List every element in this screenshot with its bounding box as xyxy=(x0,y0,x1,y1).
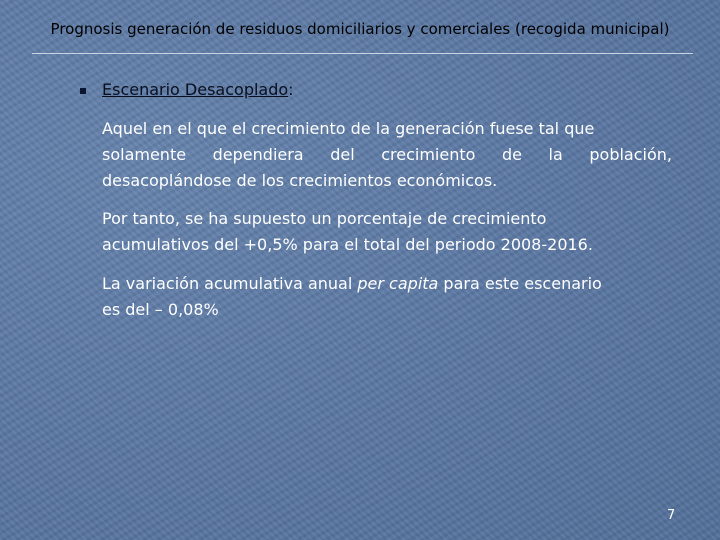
paragraph-assumption xyxy=(102,206,672,258)
text-run: para este escenario xyxy=(438,274,602,293)
paragraph-line xyxy=(102,271,672,297)
bullet-heading xyxy=(102,80,294,99)
heading-label: Escenario Desacoplado xyxy=(102,80,289,99)
title-divider xyxy=(32,53,693,54)
paragraph-line: Aquel en el que el crecimiento de la generación fuese tal que xyxy=(102,119,595,138)
paragraph-line: Por tanto, se ha supuesto un porcentaje de crecimiento xyxy=(102,209,547,228)
paragraph-line: es del – 0,08% xyxy=(102,300,219,319)
paragraph-line: acumulativos del +0,5% para el total del periodo 2008-2016. xyxy=(102,235,593,254)
heading-colon: : xyxy=(288,80,294,99)
page-number: 7 xyxy=(667,508,676,523)
slide-title: Prognosis generación de residuos domiciliarios y comerciales (recogida municipal) xyxy=(50,20,670,38)
square-bullet-icon xyxy=(80,88,86,94)
paragraph-line: solamente dependiera del crecimiento de la población, xyxy=(102,145,672,164)
paragraph-definition xyxy=(102,116,672,194)
paragraph-per-capita xyxy=(102,271,672,323)
paragraph-line: desacoplándose de los crecimientos económicos. xyxy=(102,171,498,190)
italic-term: per capita xyxy=(357,274,439,293)
text-run: La variación acumulativa anual xyxy=(102,274,358,293)
